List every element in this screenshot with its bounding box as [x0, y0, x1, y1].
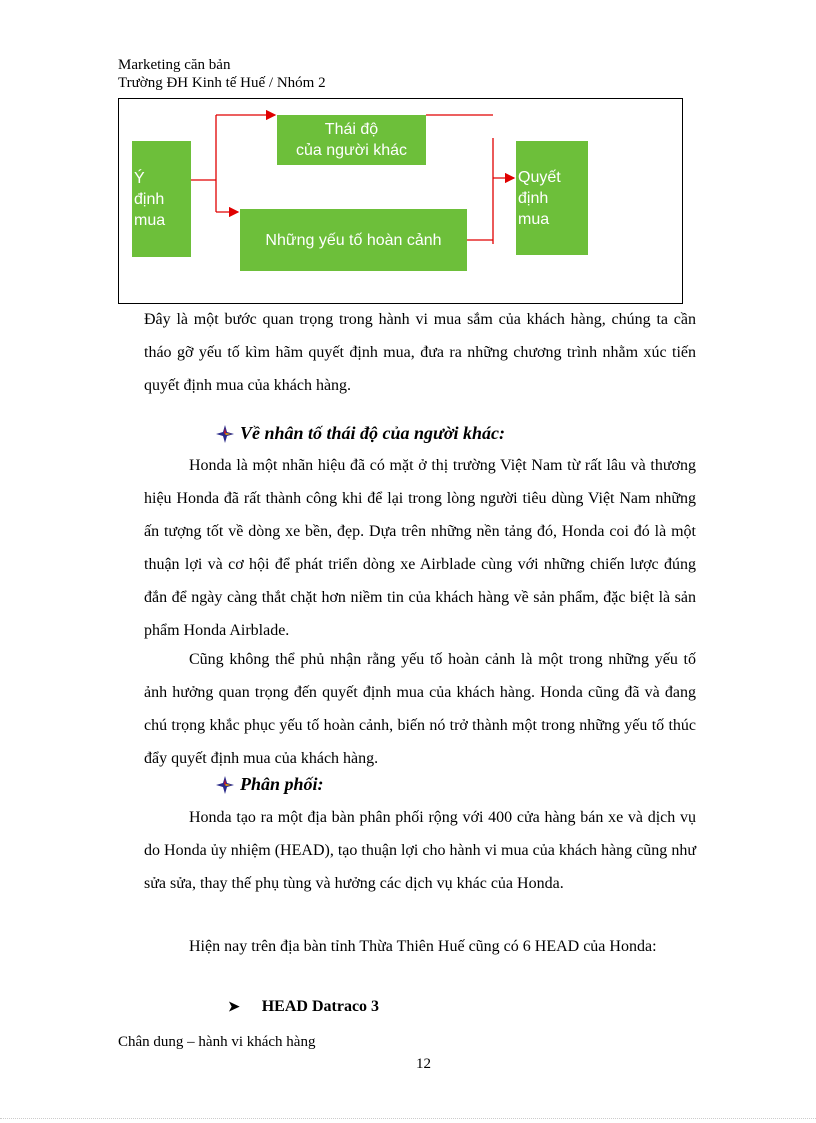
paragraph-decision-importance: Đây là một bước quan trọng trong hành vi mua sắm của khách hàng, chúng ta cần tháo gỡ yếu tố kìm hãm quyết định mua, đưa ra những chương trình nhằm xúc tiến quyết định mua của khách hàng. [144, 311, 696, 394]
arrowhead-bullet-icon: ➤ [228, 999, 240, 1015]
paragraph-situational-factors: Cũng không thể phủ nhận rằng yếu tố hoàn cảnh là một trong những yếu tố ảnh hưởng quan trọng đến quyết định mua của khách hàng. Honda cũng đã và đang chú trọng khắc phục yếu tố hoàn cảnh, biến nó trở thành một trong những yếu tố thúc đẩy quyết định mua của khách hàng. [144, 651, 696, 767]
diagram-box-situational-label: Những yếu tố hoàn cảnh [265, 231, 442, 249]
diagram-box-attitude-label: Thái độ của người khác [295, 121, 408, 159]
paragraph-honda-brand: Honda là một nhãn hiệu đã có mặt ở thị trường Việt Nam từ rất lâu và thương hiệu Honda đã rất thành công khi để lại trong lòng người tiêu dùng Việt Nam những ấn tượng tốt về dòng xe bền, đẹp. Dựa trên những nền tảng đó, Honda coi đó là một thuận lợi và cơ hội để phát triển dòng xe Airblade cùng với những chiến lược đúng đắn để ngày càng thắt chặt hơn niềm tin của khách hàng về sản phẩm, đặc biệt là sản phẩm Honda Airblade. [144, 457, 696, 639]
diagram-box-purchase-intent [132, 141, 191, 257]
diagram-box-attitude-of-others [277, 115, 426, 165]
page-bottom-divider [0, 1118, 816, 1119]
diagram-box-purchase-intent-label: Ý định mua [134, 169, 166, 229]
page-number: 12 [416, 1056, 431, 1072]
heading-distribution-text: Phân phối: [240, 774, 324, 794]
four-point-star-bullet-icon [216, 776, 234, 794]
footer-title: Chân dung – hành vi khách hàng [118, 1034, 316, 1050]
bullet-item-text: HEAD Datraco 3 [261, 998, 380, 1015]
paragraph-head-count: Hiện nay trên địa bàn tỉnh Thừa Thiên Huế cũng có 6 HEAD của Honda: [189, 938, 657, 955]
diagram-box-situational-factors [240, 209, 467, 271]
bullet-item-head-datraco [228, 998, 379, 1016]
header-course-title: Marketing căn bản [118, 57, 231, 73]
paragraph-distribution-network: Honda tạo ra một địa bàn phân phối rộng với 400 cửa hàng bán xe và dịch vụ do Honda ủy nhiệm (HEAD), tạo thuận lợi cho hành vi mua của khách hàng cũng như sửa sửa, thay thế phụ tùng và hưởng các dịch vụ khác của Honda. [144, 809, 696, 892]
heading-attitude-of-others [216, 423, 505, 444]
four-point-star-bullet-icon [216, 425, 234, 443]
diagram-box-purchase-decision-label: Quyết định mua [518, 168, 561, 228]
header-school-group: Trường ĐH Kinh tế Huế / Nhóm 2 [118, 75, 326, 91]
diagram-box-purchase-decision [516, 141, 588, 255]
heading-attitude-text: Về nhân tố thái độ của người khác: [240, 423, 505, 443]
heading-distribution [216, 774, 324, 795]
